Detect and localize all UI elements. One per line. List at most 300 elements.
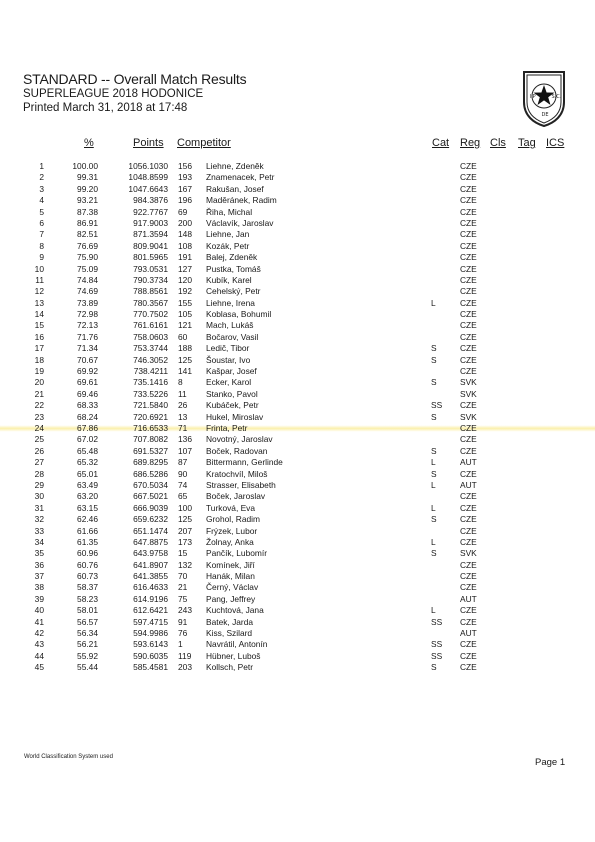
competitor-number-cell: 13	[178, 411, 188, 422]
competitor-number-cell: 203	[178, 662, 192, 673]
competitor-name-cell: Pang, Jeffrey	[206, 593, 256, 604]
percent-cell: 61.66	[77, 525, 98, 536]
points-cell: 770.7502	[133, 309, 168, 320]
region-cell: CZE	[460, 274, 477, 285]
region-cell: CZE	[460, 252, 477, 263]
place-cell: 7	[39, 229, 44, 240]
points-cell: 689.8295	[133, 457, 168, 468]
competitor-number-cell: 167	[178, 183, 192, 194]
competitor-number-cell: 141	[178, 366, 192, 377]
competitor-name-cell: Kozák, Petr	[206, 240, 250, 251]
table-row	[0, 617, 595, 628]
competitor-number-cell: 121	[178, 320, 192, 331]
category-cell: S	[431, 377, 437, 388]
percent-cell: 56.34	[77, 628, 98, 639]
table-row	[0, 423, 595, 434]
place-cell: 3	[39, 183, 44, 194]
region-cell: CZE	[460, 434, 477, 445]
place-cell: 25	[34, 434, 44, 445]
place-cell: 39	[34, 593, 44, 604]
table-row	[0, 491, 595, 502]
percent-cell: 69.92	[77, 366, 98, 377]
category-cell: S	[431, 514, 437, 525]
table-row	[0, 172, 595, 183]
column-header-tag: Tag	[518, 137, 536, 149]
competitor-name-cell: Strasser, Elisabeth	[206, 479, 276, 490]
category-cell: S	[431, 468, 437, 479]
table-row	[0, 218, 595, 229]
percent-cell: 68.24	[77, 411, 98, 422]
competitor-number-cell: 156	[178, 161, 192, 171]
category-cell: S	[431, 662, 437, 673]
printed-date: Printed March 31, 2018 at 17:48	[23, 102, 188, 114]
place-cell: 2	[39, 172, 44, 183]
competitor-number-cell: 188	[178, 343, 192, 354]
table-row	[0, 332, 595, 343]
points-cell: 667.5021	[133, 491, 168, 502]
points-cell: 612.6421	[133, 605, 168, 616]
region-cell: CZE	[460, 172, 477, 183]
competitor-name-cell: Kiss, Szilard	[206, 628, 253, 639]
results-table	[0, 161, 595, 674]
competitor-number-cell: 148	[178, 229, 192, 240]
competitor-name-cell: Řiha, Michal	[206, 206, 253, 217]
competitor-name-cell: Frýzek, Lubor	[206, 525, 258, 536]
table-row	[0, 229, 595, 240]
table-row	[0, 446, 595, 457]
place-cell: 30	[34, 491, 44, 502]
competitor-number-cell: 69	[178, 206, 188, 217]
points-cell: 641.3855	[133, 571, 168, 582]
region-cell: CZE	[460, 536, 477, 547]
table-row	[0, 582, 595, 593]
logo-text-right: S.C.	[551, 94, 562, 100]
competitor-name-cell: Kašpar, Josef	[206, 366, 257, 377]
points-cell: 707.8082	[133, 434, 168, 445]
place-cell: 42	[34, 628, 44, 639]
column-header-class: Cls	[490, 137, 506, 149]
percent-cell: 60.73	[77, 571, 98, 582]
percent-cell: 72.98	[77, 309, 98, 320]
percent-cell: 68.33	[77, 400, 98, 411]
points-cell: 1056.1030	[128, 161, 168, 171]
category-cell: L	[431, 605, 436, 616]
place-cell: 36	[34, 559, 44, 570]
points-cell: 735.1416	[133, 377, 168, 388]
competitor-name-cell: Rakušan, Josef	[206, 183, 264, 194]
table-row	[0, 514, 595, 525]
category-cell: L	[431, 536, 436, 547]
competitor-name-cell: Navrátil, Antonín	[206, 639, 268, 650]
competitor-name-cell: Kubáček, Petr	[206, 400, 259, 411]
competitor-number-cell: 76	[178, 628, 188, 639]
category-cell: SS	[431, 650, 443, 661]
region-cell: CZE	[460, 582, 477, 593]
competitor-name-cell: Václavík, Jaroslav	[206, 217, 274, 228]
competitor-number-cell: 70	[178, 571, 188, 582]
competitor-name-cell: Mach, Lukáš	[206, 320, 254, 331]
region-cell: CZE	[460, 366, 477, 377]
percent-cell: 73.89	[77, 297, 98, 308]
category-cell: S	[431, 548, 437, 559]
table-row	[0, 560, 595, 571]
competitor-name-cell: Hübner, Luboš	[206, 650, 261, 661]
percent-cell: 60.96	[77, 548, 98, 559]
points-cell: 651.1474	[133, 525, 168, 536]
points-cell: 616.4633	[133, 582, 168, 593]
percent-cell: 71.76	[77, 331, 98, 342]
category-cell: L	[431, 297, 436, 308]
competitor-number-cell: 120	[178, 274, 192, 285]
table-row	[0, 377, 595, 388]
competitor-number-cell: 26	[178, 400, 188, 411]
place-cell: 10	[34, 263, 44, 274]
competitor-number-cell: 90	[178, 468, 188, 479]
percent-cell: 71.34	[77, 343, 98, 354]
region-cell: CZE	[460, 514, 477, 525]
table-row	[0, 503, 595, 514]
place-cell: 21	[34, 388, 44, 399]
competitor-name-cell: Novotný, Jaroslav	[206, 434, 273, 445]
competitor-number-cell: 119	[178, 650, 192, 661]
table-row	[0, 457, 595, 468]
competitor-name-cell: Žolnay, Anka	[206, 536, 254, 547]
points-cell: 753.3744	[133, 343, 168, 354]
place-cell: 31	[34, 502, 44, 513]
competitor-name-cell: Znamenacek, Petr	[206, 172, 275, 183]
region-cell: CZE	[460, 502, 477, 513]
region-cell: CZE	[460, 445, 477, 456]
competitor-name-cell: Hukel, Miroslav	[206, 411, 264, 422]
competitor-name-cell: Šoustar, Ivo	[206, 354, 251, 365]
points-cell: 721.5840	[133, 400, 168, 411]
percent-cell: 55.92	[77, 650, 98, 661]
competitor-name-cell: Boček, Jaroslav	[206, 491, 266, 502]
percent-cell: 99.20	[77, 183, 98, 194]
place-cell: 14	[34, 309, 44, 320]
points-cell: 758.0603	[133, 331, 168, 342]
table-row	[0, 298, 595, 309]
table-row	[0, 355, 595, 366]
competitor-number-cell: 207	[178, 525, 192, 536]
competitor-name-cell: Turková, Eva	[206, 502, 256, 513]
region-cell: CZE	[460, 354, 477, 365]
competitor-number-cell: 8	[178, 377, 183, 388]
competitor-number-cell: 196	[178, 195, 192, 206]
points-cell: 720.6921	[133, 411, 168, 422]
percent-cell: 76.69	[77, 240, 98, 251]
points-cell: 809.9041	[133, 240, 168, 251]
competitor-number-cell: 60	[178, 331, 188, 342]
region-cell: CZE	[460, 263, 477, 274]
place-cell: 32	[34, 514, 44, 525]
competitor-name-cell: Pančík, Lubomír	[206, 548, 267, 559]
region-cell: CZE	[460, 183, 477, 194]
place-cell: 28	[34, 468, 44, 479]
table-row	[0, 571, 595, 582]
competitor-number-cell: 105	[178, 309, 192, 320]
competitor-name-cell: Grohol, Radim	[206, 514, 260, 525]
points-cell: 746.3052	[133, 354, 168, 365]
competitor-number-cell: 127	[178, 263, 192, 274]
place-cell: 17	[34, 343, 44, 354]
region-cell: CZE	[460, 320, 477, 331]
points-cell: 597.4715	[133, 616, 168, 627]
competitor-name-cell: Černý, Václav	[206, 582, 259, 593]
points-cell: 670.5034	[133, 479, 168, 490]
competitor-number-cell: 91	[178, 616, 188, 627]
category-cell: SS	[431, 616, 443, 627]
points-cell: 922.7767	[133, 206, 168, 217]
region-cell: CZE	[460, 491, 477, 502]
competitor-number-cell: 1	[178, 639, 183, 650]
percent-cell: 69.46	[77, 388, 98, 399]
competitor-number-cell: 155	[178, 297, 192, 308]
percent-cell: 87.38	[77, 206, 98, 217]
place-cell: 33	[34, 525, 44, 536]
points-cell: 738.4211	[133, 366, 168, 377]
points-cell: 647.8875	[133, 536, 168, 547]
place-cell: 1	[39, 161, 44, 171]
competitor-name-cell: Pustka, Tomáš	[206, 263, 261, 274]
competitor-number-cell: 192	[178, 286, 192, 297]
competitor-number-cell: 74	[178, 479, 188, 490]
percent-cell: 67.86	[77, 422, 98, 433]
percent-cell: 58.37	[77, 582, 98, 593]
points-cell: 788.8561	[133, 286, 168, 297]
region-cell: CZE	[460, 161, 477, 171]
category-cell: S	[431, 411, 437, 422]
region-cell: CZE	[460, 286, 477, 297]
points-cell: 593.6143	[133, 639, 168, 650]
competitor-number-cell: 125	[178, 514, 192, 525]
percent-cell: 70.67	[77, 354, 98, 365]
points-cell: 1047.6643	[128, 183, 168, 194]
region-cell: AUT	[460, 593, 477, 604]
place-cell: 34	[34, 536, 44, 547]
competitor-number-cell: 200	[178, 217, 192, 228]
competitor-name-cell: Batek, Jarda	[206, 616, 254, 627]
percent-cell: 74.84	[77, 274, 98, 285]
column-header-percent: %	[84, 137, 94, 149]
points-cell: 716.6533	[133, 422, 168, 433]
category-cell: S	[431, 445, 437, 456]
region-cell: CZE	[460, 217, 477, 228]
table-row	[0, 639, 595, 650]
place-cell: 29	[34, 479, 44, 490]
points-cell: 590.6035	[133, 650, 168, 661]
table-row	[0, 389, 595, 400]
percent-cell: 55.44	[77, 662, 98, 673]
points-cell: 691.5327	[133, 445, 168, 456]
place-cell: 8	[39, 240, 44, 251]
table-row	[0, 628, 595, 639]
percent-cell: 69.61	[77, 377, 98, 388]
region-cell: SVK	[460, 548, 477, 559]
competitor-name-cell: Komínek, Jiří	[206, 559, 255, 570]
logo-text-bottom: DE	[541, 112, 549, 118]
table-row	[0, 286, 595, 297]
table-row	[0, 343, 595, 354]
competitor-number-cell: 65	[178, 491, 188, 502]
region-cell: CZE	[460, 662, 477, 673]
competitor-name-cell: Kuchtová, Jana	[206, 605, 264, 616]
region-cell: CZE	[460, 195, 477, 206]
place-cell: 12	[34, 286, 44, 297]
table-row	[0, 366, 595, 377]
table-row	[0, 605, 595, 616]
place-cell: 35	[34, 548, 44, 559]
table-row	[0, 537, 595, 548]
competitor-number-cell: 125	[178, 354, 192, 365]
table-row	[0, 526, 595, 537]
table-row	[0, 264, 595, 275]
page-number: Page 1	[535, 757, 566, 768]
place-cell: 11	[35, 274, 44, 285]
place-cell: 23	[34, 411, 44, 422]
place-cell: 4	[39, 195, 44, 206]
table-row	[0, 195, 595, 206]
place-cell: 38	[34, 582, 44, 593]
percent-cell: 75.09	[77, 263, 98, 274]
table-row	[0, 651, 595, 662]
competitor-name-cell: Bittermann, Gerlinde	[206, 457, 283, 468]
points-cell: 666.9039	[133, 502, 168, 513]
place-cell: 43	[34, 639, 44, 650]
region-cell: CZE	[460, 525, 477, 536]
competitor-name-cell: Stanko, Pavol	[206, 388, 258, 399]
category-cell: SS	[431, 639, 443, 650]
region-cell: CZE	[460, 229, 477, 240]
region-cell: CZE	[460, 422, 477, 433]
competitor-name-cell: Frinta, Petr	[206, 422, 248, 433]
competitor-number-cell: 71	[178, 422, 188, 433]
region-cell: CZE	[460, 605, 477, 616]
competitor-number-cell: 107	[178, 445, 192, 456]
percent-cell: 56.57	[77, 616, 98, 627]
percent-cell: 86.91	[77, 217, 98, 228]
table-row	[0, 548, 595, 559]
place-cell: 44	[34, 650, 44, 661]
match-name: SUPERLEAGUE 2018 HODONICE	[23, 88, 204, 100]
competitor-number-cell: 193	[178, 172, 192, 183]
competitor-number-cell: 191	[178, 252, 192, 263]
points-cell: 614.9196	[133, 593, 168, 604]
table-row	[0, 412, 595, 423]
percent-cell: 58.23	[77, 593, 98, 604]
competitor-name-cell: Kratochvíl, Miloš	[206, 468, 268, 479]
region-cell: CZE	[460, 468, 477, 479]
table-row	[0, 434, 595, 445]
competitor-name-cell: Bočarov, Vasil	[206, 331, 259, 342]
place-cell: 15	[34, 320, 44, 331]
percent-cell: 74.69	[77, 286, 98, 297]
percent-cell: 60.76	[77, 559, 98, 570]
table-row	[0, 480, 595, 491]
table-row	[0, 207, 595, 218]
competitor-name-cell: Ledič, Tibor	[206, 343, 250, 354]
competitor-name-cell: Maděránek, Radim	[206, 195, 277, 206]
percent-cell: 61.35	[77, 536, 98, 547]
place-cell: 13	[34, 297, 44, 308]
points-cell: 790.3734	[133, 274, 168, 285]
percent-cell: 99.31	[77, 172, 98, 183]
competitor-number-cell: 108	[178, 240, 192, 251]
category-cell: S	[431, 354, 437, 365]
footer-note: World Classification System used	[24, 754, 113, 760]
points-cell: 917.9003	[133, 217, 168, 228]
place-cell: 40	[34, 605, 44, 616]
competitor-number-cell: 136	[178, 434, 192, 445]
place-cell: 41	[34, 616, 44, 627]
place-cell: 20	[34, 377, 44, 388]
points-cell: 780.3567	[133, 297, 168, 308]
table-row	[0, 184, 595, 195]
competitor-number-cell: 100	[178, 502, 192, 513]
place-cell: 16	[34, 331, 44, 342]
region-cell: CZE	[460, 650, 477, 661]
region-cell: SVK	[460, 388, 477, 399]
points-cell: 641.8907	[133, 559, 168, 570]
competitor-name-cell: Kubík, Karel	[206, 274, 252, 285]
points-cell: 733.5226	[133, 388, 168, 399]
category-cell: S	[431, 343, 437, 354]
region-cell: CZE	[460, 206, 477, 217]
competitor-number-cell: 87	[178, 457, 188, 468]
region-cell: CZE	[460, 616, 477, 627]
percent-cell: 93.21	[77, 195, 98, 206]
region-cell: SVK	[460, 411, 477, 422]
region-cell: SVK	[460, 377, 477, 388]
place-cell: 22	[34, 400, 44, 411]
category-cell: L	[431, 457, 436, 468]
competitor-number-cell: 243	[178, 605, 192, 616]
place-cell: 19	[34, 366, 44, 377]
table-row	[0, 400, 595, 411]
region-cell: CZE	[460, 571, 477, 582]
points-cell: 1048.8599	[128, 172, 168, 183]
column-header-competitor: Competitor	[177, 137, 231, 149]
competitor-name-cell: Kollsch, Petr	[206, 662, 254, 673]
points-cell: 585.4581	[133, 662, 168, 673]
competitor-number-cell: 173	[178, 536, 192, 547]
place-cell: 27	[34, 457, 44, 468]
region-cell: CZE	[460, 331, 477, 342]
region-cell: CZE	[460, 343, 477, 354]
region-cell: CZE	[460, 639, 477, 650]
region-cell: CZE	[460, 559, 477, 570]
region-cell: AUT	[460, 457, 477, 468]
table-row	[0, 275, 595, 286]
place-cell: 45	[34, 662, 44, 673]
place-cell: 24	[34, 422, 44, 433]
competitor-number-cell: 132	[178, 559, 192, 570]
percent-cell: 65.32	[77, 457, 98, 468]
region-cell: CZE	[460, 297, 477, 308]
points-cell: 686.5286	[133, 468, 168, 479]
category-cell: L	[431, 502, 436, 513]
competitor-name-cell: Ecker, Karol	[206, 377, 252, 388]
percent-cell: 58.01	[77, 605, 98, 616]
table-row	[0, 252, 595, 263]
competitor-name-cell: Koblasa, Bohumil	[206, 309, 272, 320]
percent-cell: 63.15	[77, 502, 98, 513]
percent-cell: 75.90	[77, 252, 98, 263]
points-cell: 801.5965	[133, 252, 168, 263]
category-cell: L	[431, 479, 436, 490]
competitor-name-cell: Balej, Zdeněk	[206, 252, 258, 263]
column-header-points: Points	[133, 137, 164, 149]
